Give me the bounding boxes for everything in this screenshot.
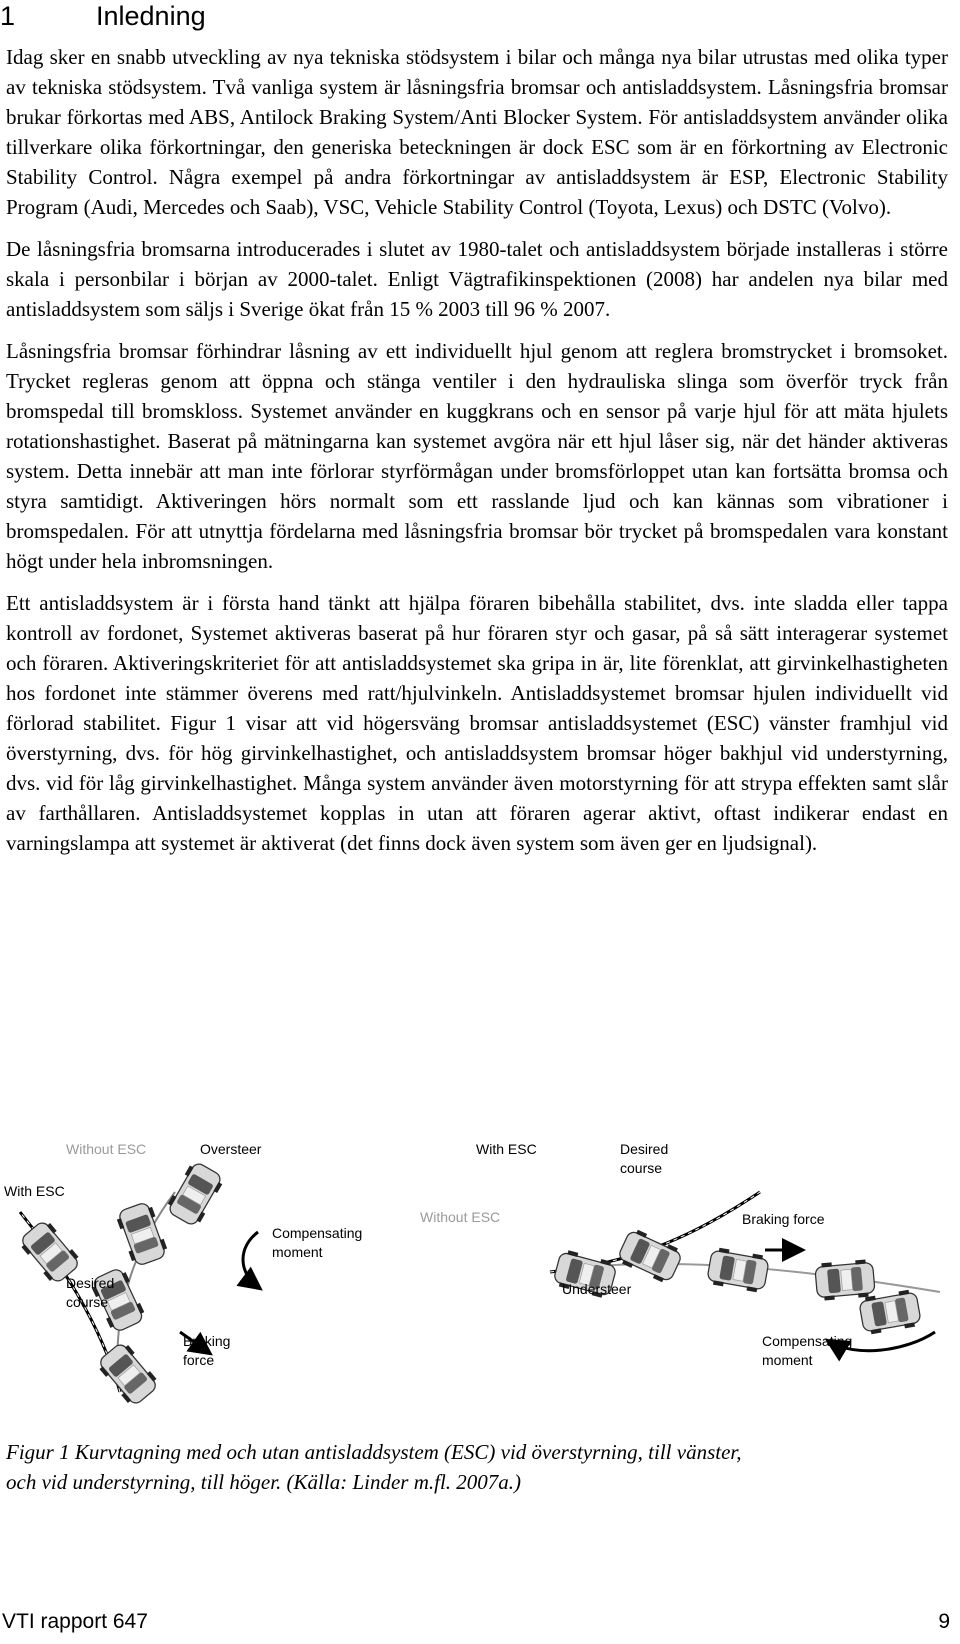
car-without-esc-right-icon (815, 1259, 876, 1301)
label-braking-force-right: Braking force (742, 1211, 825, 1227)
paragraph: Idag sker en snabb utveckling av nya tekniska stödsystem i bilar och många nya bilar utrustas med olika typer av tekniska stödsystem. Två vanliga system är låsningsfria bromsar och antisladdsystem. Låsningsfria bromsar brukar förkortas med ABS, Antilock Braking System/Anti Blocker System. För antisladdsystem använder olika tillverkare olika förkortningar, den generiska beteckningen är dock ESC som är en förkortning av Electronic Stability Control. Några exempel på andra förkortningar av antisladdsystem är ESP, Electronic Stability Program (Audi, Mercedes och Saab), VSC, Vehicle Stability Control (Toyota, Lexus) och DSTC (Volvo). (6, 45, 948, 219)
label-with-esc-left: With ESC (4, 1183, 65, 1199)
car-understeer-icon (706, 1247, 769, 1294)
page-footer (0, 1608, 960, 1638)
label-compensating-moment-right: Compensating moment (762, 1333, 853, 1368)
label-without-esc-left: Without ESC (66, 1141, 147, 1157)
compensating-moment-arrow-icon (243, 1232, 258, 1287)
section-heading (0, 0, 206, 34)
label-with-esc-right: With ESC (476, 1141, 537, 1157)
section-title: Inledning (96, 1, 206, 31)
paragraph: De låsningsfria bromsarna introducerades i slutet av 1980-talet och antisladdsystem började installeras i större skala i personbilar i början av 2000-talet. Enligt Vägtrafikinspektionen (2008) har andelen nya bilar med antisladdsystem som säljs i Sverige ökat från 15 % 2003 till 96 % 2007. (6, 237, 948, 321)
car-with-esc-right-icon (616, 1227, 684, 1285)
label-desired-course-right: Desired course (620, 1141, 669, 1176)
figure-esc-cornering (0, 1141, 960, 1432)
label-oversteer: Oversteer (200, 1141, 262, 1157)
label-desired-course-left: Desired course (66, 1275, 115, 1310)
section-number: 1 (0, 1, 16, 31)
paragraph: Låsningsfria bromsar förhindrar låsning av ett individuellt hjul genom att reglera bromstrycket i bromsoket. Trycket regleras genom att öppna och stänga ventiler i den hydrauliska slinga som överför tryck från bromspedal till bromskloss. Systemet använder en kuggkrans och en sensor på varje hjul för att mäta hjulets rotationshastighet. Baserat på mätningarna kan systemet avgöra när ett hjul låser sig, när det händer aktiveras system. Detta innebär att man inte förlorar styrförmågan under bromsförloppet utan kan fortsätta bromsa och styra samtidigt. Aktiveringen hörs normalt som ett rasslande ljud och kan kännas som vibrationer i bromspedalen. För att utnyttja fördelarna med låsningsfria bromsar bör trycket på bromspedalen vara konstant högt under hela inbromsningen. (6, 339, 948, 573)
page-number: 9 (938, 1610, 950, 1633)
label-braking-force-left: Braking force (183, 1333, 231, 1368)
paragraph: Ett antisladdsystem är i första hand tänkt att hjälpa föraren bibehålla stabilitet, dvs. inte sladda eller tappa kontroll av fordonet, Systemet aktiveras baserat på hur föraren styr och gasar, på så sätt interagerar systemet och föraren. Aktiveringskriteriet för att antisladdsystemet ska gripa in är, lite förenklat, att girvinkelhastigheten hos fordonet inte stämmer överens med ratt/hjulvinkeln. Antisladdsystemet bromsar hjulen individuellt vid förlorad stabilitet. Figur 1 visar att vid högersväng bromsar antisladdsystemet (ESC) vänster framhjul vid överstyrning, dvs. för hög girvinkelhastighet, och antisladdsystem bromsar höger bakhjul vid understyrning, dvs. vid för låg girvinkelhastighet. Många system använder även motorstyrning för att strypa effekten samt slår av farthållaren. Antisladdsystemet kopplas in utan att föraren agerar aktivt, oftast indikerar endast en varningslampa att systemet är aktiverat (det finns dock även system som även ger en ljudsignal). (6, 591, 948, 855)
label-understeer: Understeer (562, 1281, 632, 1297)
figure-illustration (0, 1152, 960, 1432)
label-compensating-moment-left: Compensating moment (272, 1225, 363, 1260)
label-without-esc-right: Without ESC (420, 1209, 501, 1225)
figure-caption: Figur 1 Kurvtagning med och utan antisladdsystem (ESC) vid överstyrning, till vänster, och vid understyrning, till höger. (Källa: Linder m.fl. 2007a.) (6, 1440, 742, 1494)
report-label: VTI rapport 647 (2, 1610, 148, 1633)
body-text (6, 42, 948, 870)
